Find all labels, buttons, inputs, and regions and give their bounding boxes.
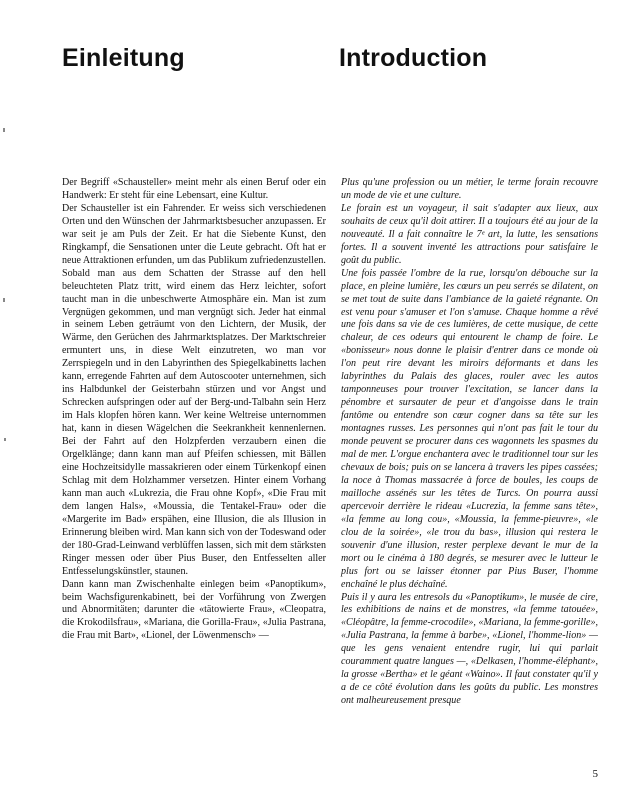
german-heading: Einleitung bbox=[62, 44, 185, 72]
french-text-column bbox=[341, 177, 598, 708]
german-paragraph: Sobald man aus dem Schatten der Strasse auf den hell beleuchteten Platz tritt, wird einem das Herz leichter, sofort taucht man in die unbeschwerte Atmosphäre ein. Man ist zum Vergnügen gekommen, und man vergnügt sich. Jeder hat einmal in seinem Leben geträumt von den Lichtern, der Musik, der Wärme, den Gerüchen des Jahrmarktsplatzes. Der Marktschreier ermuntert uns, in diese Welt einzutreten, wo man vor Zerrspiegeln und in den Labyrinthen des Spiegelkabinetts lachen kann, erregende Fahrten auf dem Autoscooter unternehmen, sich ins Halbdunkel der Geisterbahn stürzen und vor Angst und Schrecken aufspringen oder auf der Berg-und-Talbahn sein Herz im Hals klopfen hören kann. Wer keine Weltreise unternommen hat, kann in diesen Wägelchen die Seekrankheit kennenlernen. Bei der Fahrt auf den Holzpferden verzaubern einen die Orgelklänge; dann kann man auf Pfeifen schiessen, mit Bällen eine Hochzeitsidylle massakrieren oder einem Türkenkopf einen Schlag mit dem Holzhammer versetzen. Hinter einem Vorhang kann man auch «Lukrezia, die Frau ohne Kopf», «Die Frau mit dem langen Hals», «Moussia, die Tentakel-Frau» oder die «Margerite im Bad» erspähen, eine Illusion, die als Illusion in Erinnerung bleiben wird. Man kann sich von der Todeswand oder der 180-Grad-Leinwand verblüffen lassen, sich mit dem stärksten Ringer messen oder über Pius Buser, den Entfesselten aller Entfesselungskünstler, staunen. bbox=[62, 267, 326, 577]
german-paragraph: Dann kann man Zwischenhalte einlegen beim «Panoptikum», beim Wachsfigurenkabinett, bei der Vorführung von Zwergen und Abnormitäten; darunter die «tätowierte Frau», «Cleopatra, die Krokodilsfrau», «Mariana, die Gorilla-Frau», «Julia Pastrana, die Frau mit Bart», «Lionel, der Löwenmensch» — bbox=[62, 578, 326, 642]
scan-margin-mark bbox=[3, 298, 5, 302]
french-heading: Introduction bbox=[339, 44, 488, 72]
page-number: 5 bbox=[592, 768, 598, 780]
scan-margin-mark bbox=[3, 128, 5, 132]
german-paragraph: Der Schausteller ist ein Fahrender. Er weiss sich verschiedenen Orten und den Wünschen der Jahrmarktsbesucher anzupassen. Er war seit je am Puls der Zeit. Er hat die Siebente Kunst, den Ringkampf, die Sensationen unter die Leute gebracht. Oft hat er neue Attraktionen erfunden, um das Publikum zufriedenzustellen. bbox=[62, 202, 326, 266]
german-paragraph: Der Begriff «Schausteller» meint mehr als einen Beruf oder ein Handwerk: Er steht für eine Lebensart, eine Kultur. bbox=[62, 177, 326, 201]
scan-margin-mark bbox=[4, 438, 6, 441]
french-paragraph: Puis il y aura les entresols du «Panoptikum», le musée de cire, les exhibitions de nains et de monstres, «la femme tatouée», «Cléopâtre, la femme-crocodile», «Mariana, la femme-gorille», «Julia Pastrana, la femme à barbe», «Lionel, l'homme-lion» — que les gens venaient entendre rugir, lui qui parlait couramment quatre langues —, «Delkasen, l'homme-éléphant», la grosse «Bertha» et le géant «Waino». Il faut constater qu'il y a de ce côté évolution dans les goûts du public. Les monstres ont malheureusement presque bbox=[341, 591, 598, 707]
french-paragraph: Une fois passée l'ombre de la rue, lorsqu'on débouche sur la place, en pleine lumière, les cœurs un peu serrés se dilatent, on se met tout de suite dans l'ambiance de la gaieté régnante. On est venu pour s'amuser et l'on s'amuse. Chaque homme a rêvé une fois dans sa vie de ces lumières, de cette musique, de cette chaleur, de ces odeurs qui entourent le champ de foire. Le «bonisseur» nous donne le plaisir d'entrer dans ce monde où l'on peut rire devant les miroirs déformants et dans les labyrinthes du Palais des glaces, rouler avec les autos tamponneuses pour trouver l'excitation, se lancer dans la pénombre et sursauter de peur et d'angoisse dans le train fantôme ou entendre son cœur cogner dans sa tête sur les montagnes russes. Les personnes qui n'ont pas fait le tour du monde peuvent se procurer dans ces wagonnets les spasmes du mal de mer. L'orgue enchantera avec le traditionnel tour sur les chevaux de bois; puis on se lancera à travers les pipes cassées; la noce à Thomas massacrée à force de boules, les coups de mailloche assénés sur les têtes de Turcs. On pourra aussi apercevoir derrière le rideau «Lucrezia, la femme sans tête», «la femme au long cou», «Moussia, la femme-pieuvre», «le clou de la soirée», «le trou du bas», illusion qui restera le souvenir d'une illusion, rester perplexe devant le mur de la mort ou le cinéma à 180 degrés, se mesurer avec le lutteur le plus fort ou se laisser étonner par Pius Buser, l'homme enchaîné le plus déchaîné. bbox=[341, 267, 598, 590]
french-paragraph: Le forain est un voyageur, il sait s'adapter aux lieux, aux souhaits de ceux qu'il doit attirer. Il a toujours été au jour de la nouveauté. Il a fait connaître le 7ᵉ art, la lutte, les sensations fortes. Il a souvent inventé les attractions pour satisfaire le goût du public. bbox=[341, 202, 598, 266]
german-text-column bbox=[62, 177, 326, 643]
french-paragraph: Plus qu'une profession ou un métier, le terme forain recouvre un mode de vie et une culture. bbox=[341, 177, 598, 201]
